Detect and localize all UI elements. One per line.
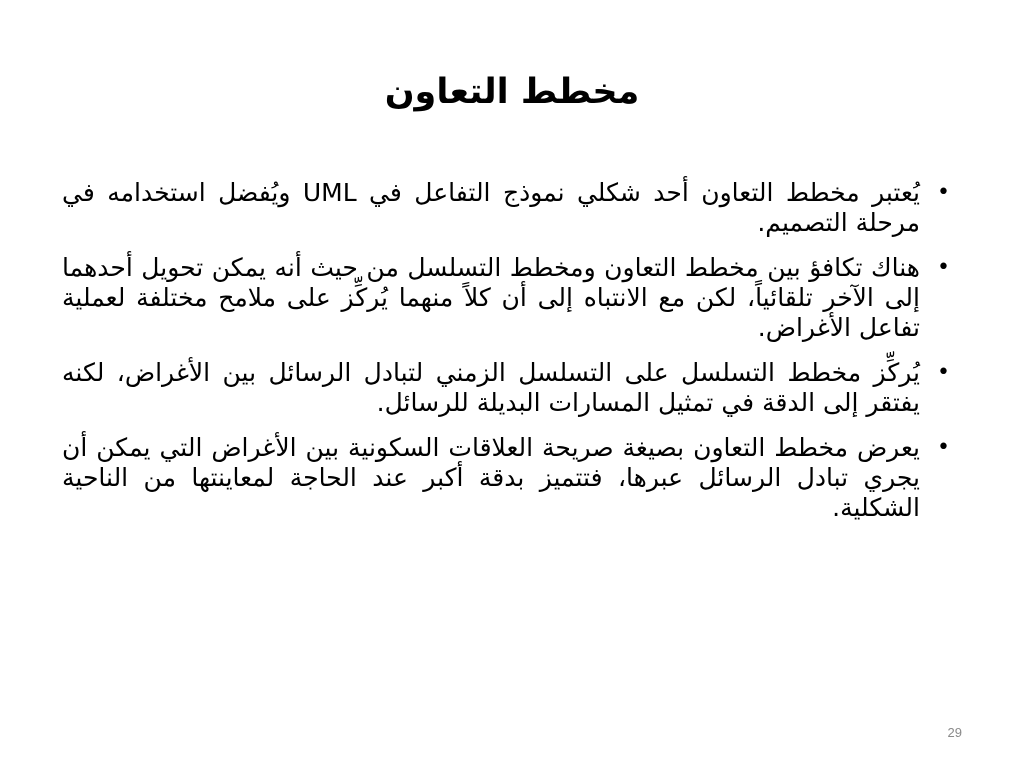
bullet-text: هناك تكافؤ بين مخطط التعاون ومخطط التسلسل من حيث أنه يمكن تحويل أحدهما إلى الآخر تلقائياً، لكن مع الانتباه إلى أن كلاً منهما يُركِّز على ملامح مختلفة لعملية تفاعل الأغراض. <box>62 253 920 342</box>
bullet-point-icon: • <box>937 255 950 280</box>
page-number: 29 <box>947 725 962 740</box>
bullet-text: يُركِّز مخطط التسلسل على التسلسل الزمني لتبادل الرسائل بين الأغراض، لكنه يفتقر إلى الدقة في تمثيل المسارات البديلة للرسائل. <box>62 358 920 417</box>
bullet-item <box>62 178 952 238</box>
bullet-item <box>62 358 952 418</box>
bullet-point-icon: • <box>937 435 950 460</box>
bullet-list <box>62 178 952 538</box>
bullet-item <box>62 253 952 343</box>
bullet-text: يعرض مخطط التعاون بصيغة صريحة العلاقات السكونية بين الأغراض التي يمكن أن يجري تبادل الرسائل عبرها، فتتميز بدقة أكبر عند الحاجة لمعاينتها من الناحية الشكلية. <box>62 433 920 522</box>
slide-title: مخطط التعاون <box>384 72 640 112</box>
bullet-text: يُعتبر مخطط التعاون أحد شكلي نموذج التفاعل في UML ويُفضل استخدامه في مرحلة التصميم. <box>62 178 920 237</box>
bullet-point-icon: • <box>937 360 950 385</box>
bullet-item <box>62 433 952 523</box>
bullet-point-icon: • <box>937 180 950 205</box>
